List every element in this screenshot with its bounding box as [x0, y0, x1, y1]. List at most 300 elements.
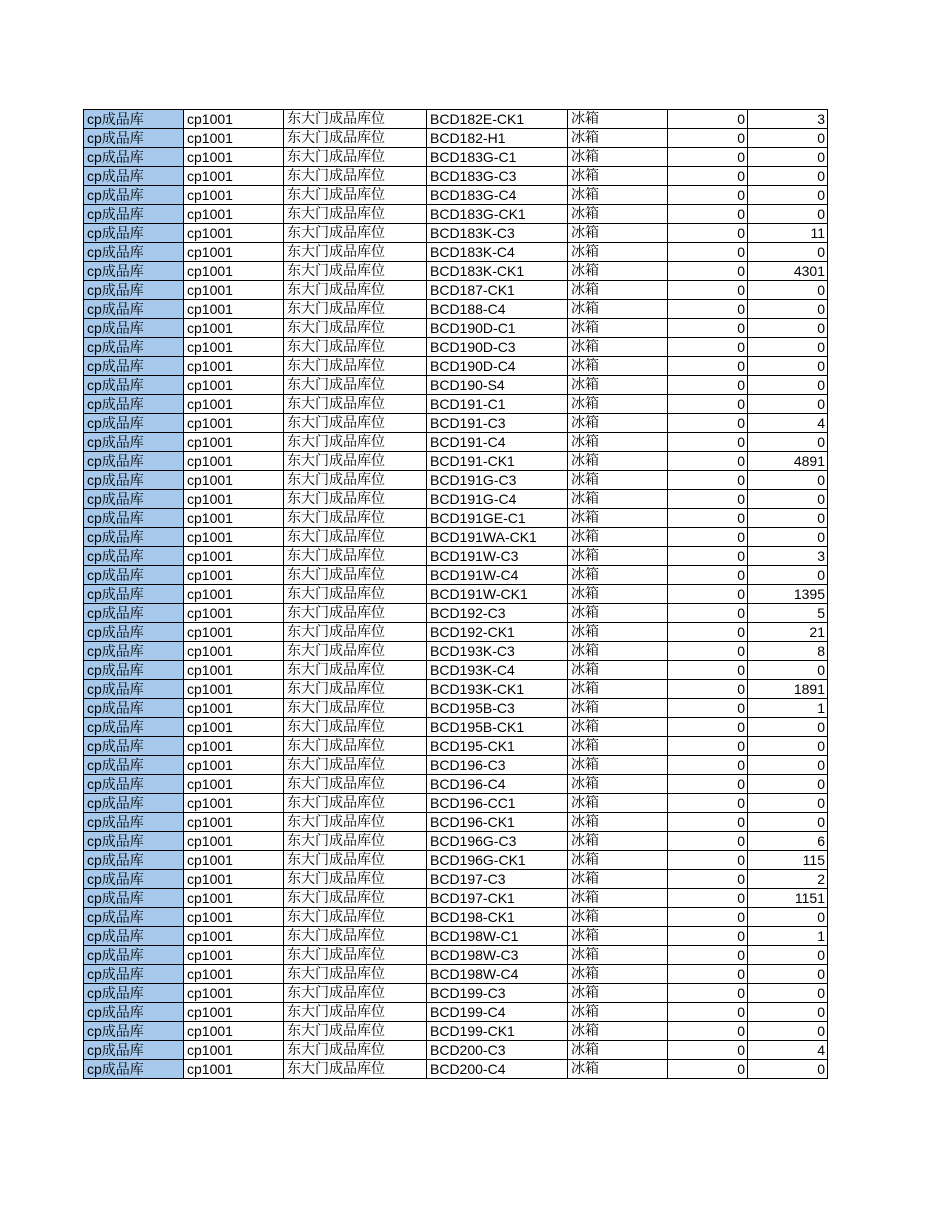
warehouse-cell[interactable]: cp成品库 [84, 1041, 184, 1060]
location-cell[interactable]: 东大门成品库位 [284, 984, 427, 1003]
qty2-cell[interactable]: 0 [748, 1022, 828, 1041]
warehouse-cell[interactable]: cp成品库 [84, 186, 184, 205]
qty2-cell[interactable]: 0 [748, 718, 828, 737]
location-cell[interactable]: 东大门成品库位 [284, 395, 427, 414]
category-cell[interactable]: 冰箱 [568, 357, 668, 376]
location-cell[interactable]: 东大门成品库位 [284, 604, 427, 623]
model-cell[interactable]: BCD190D-C4 [427, 357, 568, 376]
category-cell[interactable]: 冰箱 [568, 414, 668, 433]
warehouse-cell[interactable]: cp成品库 [84, 167, 184, 186]
qty2-cell[interactable]: 1 [748, 927, 828, 946]
qty2-cell[interactable]: 0 [748, 1060, 828, 1079]
warehouse-cell[interactable]: cp成品库 [84, 623, 184, 642]
qty2-cell[interactable]: 0 [748, 357, 828, 376]
category-cell[interactable]: 冰箱 [568, 889, 668, 908]
warehouse-cell[interactable]: cp成品库 [84, 376, 184, 395]
qty2-cell[interactable]: 1891 [748, 680, 828, 699]
code-cell[interactable]: cp1001 [184, 813, 284, 832]
qty1-cell[interactable]: 0 [668, 167, 748, 186]
warehouse-cell[interactable]: cp成品库 [84, 813, 184, 832]
model-cell[interactable]: BCD198W-C1 [427, 927, 568, 946]
model-cell[interactable]: BCD182E-CK1 [427, 110, 568, 129]
qty1-cell[interactable]: 0 [668, 186, 748, 205]
qty2-cell[interactable]: 4 [748, 414, 828, 433]
location-cell[interactable]: 东大门成品库位 [284, 471, 427, 490]
location-cell[interactable]: 东大门成品库位 [284, 585, 427, 604]
model-cell[interactable]: BCD196G-CK1 [427, 851, 568, 870]
code-cell[interactable]: cp1001 [184, 300, 284, 319]
qty1-cell[interactable]: 0 [668, 338, 748, 357]
model-cell[interactable]: BCD183G-C4 [427, 186, 568, 205]
code-cell[interactable]: cp1001 [184, 433, 284, 452]
warehouse-cell[interactable]: cp成品库 [84, 471, 184, 490]
code-cell[interactable]: cp1001 [184, 680, 284, 699]
location-cell[interactable]: 东大门成品库位 [284, 205, 427, 224]
location-cell[interactable]: 东大门成品库位 [284, 642, 427, 661]
warehouse-cell[interactable]: cp成品库 [84, 642, 184, 661]
category-cell[interactable]: 冰箱 [568, 680, 668, 699]
qty2-cell[interactable]: 1395 [748, 585, 828, 604]
qty2-cell[interactable]: 0 [748, 528, 828, 547]
model-cell[interactable]: BCD191W-CK1 [427, 585, 568, 604]
warehouse-cell[interactable]: cp成品库 [84, 661, 184, 680]
qty1-cell[interactable]: 0 [668, 243, 748, 262]
category-cell[interactable]: 冰箱 [568, 433, 668, 452]
location-cell[interactable]: 东大门成品库位 [284, 224, 427, 243]
qty2-cell[interactable]: 0 [748, 984, 828, 1003]
qty1-cell[interactable]: 0 [668, 376, 748, 395]
location-cell[interactable]: 东大门成品库位 [284, 167, 427, 186]
qty2-cell[interactable]: 0 [748, 737, 828, 756]
category-cell[interactable]: 冰箱 [568, 718, 668, 737]
code-cell[interactable]: cp1001 [184, 585, 284, 604]
category-cell[interactable]: 冰箱 [568, 1041, 668, 1060]
warehouse-cell[interactable]: cp成品库 [84, 737, 184, 756]
model-cell[interactable]: BCD193K-C4 [427, 661, 568, 680]
qty1-cell[interactable]: 0 [668, 642, 748, 661]
model-cell[interactable]: BCD192-C3 [427, 604, 568, 623]
location-cell[interactable]: 东大门成品库位 [284, 338, 427, 357]
warehouse-cell[interactable]: cp成品库 [84, 585, 184, 604]
category-cell[interactable]: 冰箱 [568, 243, 668, 262]
category-cell[interactable]: 冰箱 [568, 737, 668, 756]
qty2-cell[interactable]: 2 [748, 870, 828, 889]
qty1-cell[interactable]: 0 [668, 794, 748, 813]
model-cell[interactable]: BCD183G-CK1 [427, 205, 568, 224]
category-cell[interactable]: 冰箱 [568, 699, 668, 718]
category-cell[interactable]: 冰箱 [568, 566, 668, 585]
code-cell[interactable]: cp1001 [184, 376, 284, 395]
qty1-cell[interactable]: 0 [668, 832, 748, 851]
model-cell[interactable]: BCD188-C4 [427, 300, 568, 319]
qty1-cell[interactable]: 0 [668, 851, 748, 870]
qty2-cell[interactable]: 6 [748, 832, 828, 851]
location-cell[interactable]: 东大门成品库位 [284, 1060, 427, 1079]
model-cell[interactable]: BCD198W-C4 [427, 965, 568, 984]
category-cell[interactable]: 冰箱 [568, 870, 668, 889]
warehouse-cell[interactable]: cp成品库 [84, 262, 184, 281]
category-cell[interactable]: 冰箱 [568, 338, 668, 357]
warehouse-cell[interactable]: cp成品库 [84, 566, 184, 585]
qty1-cell[interactable]: 0 [668, 965, 748, 984]
location-cell[interactable]: 东大门成品库位 [284, 946, 427, 965]
model-cell[interactable]: BCD183K-C4 [427, 243, 568, 262]
code-cell[interactable]: cp1001 [184, 870, 284, 889]
location-cell[interactable]: 东大门成品库位 [284, 775, 427, 794]
model-cell[interactable]: BCD191G-C3 [427, 471, 568, 490]
model-cell[interactable]: BCD200-C3 [427, 1041, 568, 1060]
warehouse-cell[interactable]: cp成品库 [84, 794, 184, 813]
qty2-cell[interactable]: 0 [748, 376, 828, 395]
location-cell[interactable]: 东大门成品库位 [284, 376, 427, 395]
location-cell[interactable]: 东大门成品库位 [284, 566, 427, 585]
location-cell[interactable]: 东大门成品库位 [284, 1003, 427, 1022]
model-cell[interactable]: BCD191W-C4 [427, 566, 568, 585]
category-cell[interactable]: 冰箱 [568, 965, 668, 984]
model-cell[interactable]: BCD196-CK1 [427, 813, 568, 832]
model-cell[interactable]: BCD193K-CK1 [427, 680, 568, 699]
location-cell[interactable]: 东大门成品库位 [284, 908, 427, 927]
qty2-cell[interactable]: 1151 [748, 889, 828, 908]
category-cell[interactable]: 冰箱 [568, 585, 668, 604]
warehouse-cell[interactable]: cp成品库 [84, 129, 184, 148]
qty1-cell[interactable]: 0 [668, 433, 748, 452]
qty1-cell[interactable]: 0 [668, 870, 748, 889]
code-cell[interactable]: cp1001 [184, 110, 284, 129]
category-cell[interactable]: 冰箱 [568, 794, 668, 813]
category-cell[interactable]: 冰箱 [568, 661, 668, 680]
qty1-cell[interactable]: 0 [668, 547, 748, 566]
warehouse-cell[interactable]: cp成品库 [84, 490, 184, 509]
category-cell[interactable]: 冰箱 [568, 148, 668, 167]
qty1-cell[interactable]: 0 [668, 946, 748, 965]
category-cell[interactable]: 冰箱 [568, 205, 668, 224]
code-cell[interactable]: cp1001 [184, 756, 284, 775]
qty2-cell[interactable]: 0 [748, 243, 828, 262]
category-cell[interactable]: 冰箱 [568, 395, 668, 414]
qty1-cell[interactable]: 0 [668, 984, 748, 1003]
qty2-cell[interactable]: 8 [748, 642, 828, 661]
code-cell[interactable]: cp1001 [184, 129, 284, 148]
model-cell[interactable]: BCD195B-CK1 [427, 718, 568, 737]
model-cell[interactable]: BCD183K-C3 [427, 224, 568, 243]
code-cell[interactable]: cp1001 [184, 471, 284, 490]
category-cell[interactable]: 冰箱 [568, 1060, 668, 1079]
warehouse-cell[interactable]: cp成品库 [84, 870, 184, 889]
category-cell[interactable]: 冰箱 [568, 946, 668, 965]
category-cell[interactable]: 冰箱 [568, 110, 668, 129]
location-cell[interactable]: 东大门成品库位 [284, 186, 427, 205]
qty1-cell[interactable]: 0 [668, 300, 748, 319]
location-cell[interactable]: 东大门成品库位 [284, 832, 427, 851]
model-cell[interactable]: BCD190-S4 [427, 376, 568, 395]
warehouse-cell[interactable]: cp成品库 [84, 395, 184, 414]
qty1-cell[interactable]: 0 [668, 395, 748, 414]
qty1-cell[interactable]: 0 [668, 775, 748, 794]
category-cell[interactable]: 冰箱 [568, 813, 668, 832]
location-cell[interactable]: 东大门成品库位 [284, 851, 427, 870]
location-cell[interactable]: 东大门成品库位 [284, 319, 427, 338]
qty2-cell[interactable]: 0 [748, 167, 828, 186]
code-cell[interactable]: cp1001 [184, 205, 284, 224]
warehouse-cell[interactable]: cp成品库 [84, 775, 184, 794]
warehouse-cell[interactable]: cp成品库 [84, 851, 184, 870]
model-cell[interactable]: BCD200-C4 [427, 1060, 568, 1079]
qty1-cell[interactable]: 0 [668, 566, 748, 585]
location-cell[interactable]: 东大门成品库位 [284, 927, 427, 946]
qty1-cell[interactable]: 0 [668, 129, 748, 148]
warehouse-cell[interactable]: cp成品库 [84, 984, 184, 1003]
code-cell[interactable]: cp1001 [184, 509, 284, 528]
qty1-cell[interactable]: 0 [668, 452, 748, 471]
model-cell[interactable]: BCD193K-C3 [427, 642, 568, 661]
qty2-cell[interactable]: 0 [748, 813, 828, 832]
category-cell[interactable]: 冰箱 [568, 509, 668, 528]
model-cell[interactable]: BCD183K-CK1 [427, 262, 568, 281]
qty2-cell[interactable]: 3 [748, 547, 828, 566]
warehouse-cell[interactable]: cp成品库 [84, 604, 184, 623]
qty2-cell[interactable]: 0 [748, 661, 828, 680]
qty2-cell[interactable]: 0 [748, 509, 828, 528]
qty2-cell[interactable]: 0 [748, 148, 828, 167]
location-cell[interactable]: 东大门成品库位 [284, 357, 427, 376]
warehouse-cell[interactable]: cp成品库 [84, 832, 184, 851]
qty2-cell[interactable]: 0 [748, 1003, 828, 1022]
model-cell[interactable]: BCD195-CK1 [427, 737, 568, 756]
model-cell[interactable]: BCD191-CK1 [427, 452, 568, 471]
qty2-cell[interactable]: 0 [748, 186, 828, 205]
model-cell[interactable]: BCD191W-C3 [427, 547, 568, 566]
code-cell[interactable]: cp1001 [184, 794, 284, 813]
category-cell[interactable]: 冰箱 [568, 604, 668, 623]
location-cell[interactable]: 东大门成品库位 [284, 718, 427, 737]
qty1-cell[interactable]: 0 [668, 148, 748, 167]
code-cell[interactable]: cp1001 [184, 832, 284, 851]
model-cell[interactable]: BCD191G-C4 [427, 490, 568, 509]
warehouse-cell[interactable]: cp成品库 [84, 319, 184, 338]
warehouse-cell[interactable]: cp成品库 [84, 243, 184, 262]
category-cell[interactable]: 冰箱 [568, 129, 668, 148]
code-cell[interactable]: cp1001 [184, 661, 284, 680]
qty2-cell[interactable]: 0 [748, 300, 828, 319]
qty1-cell[interactable]: 0 [668, 718, 748, 737]
category-cell[interactable]: 冰箱 [568, 224, 668, 243]
qty2-cell[interactable]: 0 [748, 471, 828, 490]
model-cell[interactable]: BCD196G-C3 [427, 832, 568, 851]
qty1-cell[interactable]: 0 [668, 528, 748, 547]
warehouse-cell[interactable]: cp成品库 [84, 718, 184, 737]
category-cell[interactable]: 冰箱 [568, 186, 668, 205]
qty1-cell[interactable]: 0 [668, 604, 748, 623]
code-cell[interactable]: cp1001 [184, 528, 284, 547]
code-cell[interactable]: cp1001 [184, 1022, 284, 1041]
qty2-cell[interactable]: 3 [748, 110, 828, 129]
category-cell[interactable]: 冰箱 [568, 756, 668, 775]
qty2-cell[interactable]: 0 [748, 281, 828, 300]
qty1-cell[interactable]: 0 [668, 471, 748, 490]
warehouse-cell[interactable]: cp成品库 [84, 965, 184, 984]
category-cell[interactable]: 冰箱 [568, 1003, 668, 1022]
warehouse-cell[interactable]: cp成品库 [84, 680, 184, 699]
category-cell[interactable]: 冰箱 [568, 775, 668, 794]
model-cell[interactable]: BCD196-C4 [427, 775, 568, 794]
qty2-cell[interactable]: 0 [748, 490, 828, 509]
category-cell[interactable]: 冰箱 [568, 528, 668, 547]
model-cell[interactable]: BCD191GE-C1 [427, 509, 568, 528]
model-cell[interactable]: BCD199-CK1 [427, 1022, 568, 1041]
qty2-cell[interactable]: 0 [748, 395, 828, 414]
qty2-cell[interactable]: 115 [748, 851, 828, 870]
model-cell[interactable]: BCD197-CK1 [427, 889, 568, 908]
qty1-cell[interactable]: 0 [668, 1003, 748, 1022]
qty2-cell[interactable]: 21 [748, 623, 828, 642]
model-cell[interactable]: BCD190D-C1 [427, 319, 568, 338]
warehouse-cell[interactable]: cp成品库 [84, 699, 184, 718]
location-cell[interactable]: 东大门成品库位 [284, 148, 427, 167]
category-cell[interactable]: 冰箱 [568, 984, 668, 1003]
model-cell[interactable]: BCD199-C4 [427, 1003, 568, 1022]
code-cell[interactable]: cp1001 [184, 262, 284, 281]
category-cell[interactable]: 冰箱 [568, 1022, 668, 1041]
qty1-cell[interactable]: 0 [668, 262, 748, 281]
code-cell[interactable]: cp1001 [184, 490, 284, 509]
category-cell[interactable]: 冰箱 [568, 832, 668, 851]
model-cell[interactable]: BCD187-CK1 [427, 281, 568, 300]
warehouse-cell[interactable]: cp成品库 [84, 946, 184, 965]
model-cell[interactable]: BCD191-C4 [427, 433, 568, 452]
location-cell[interactable]: 东大门成品库位 [284, 110, 427, 129]
code-cell[interactable]: cp1001 [184, 851, 284, 870]
code-cell[interactable]: cp1001 [184, 775, 284, 794]
location-cell[interactable]: 东大门成品库位 [284, 965, 427, 984]
location-cell[interactable]: 东大门成品库位 [284, 433, 427, 452]
qty1-cell[interactable]: 0 [668, 205, 748, 224]
code-cell[interactable]: cp1001 [184, 965, 284, 984]
model-cell[interactable]: BCD183G-C1 [427, 148, 568, 167]
location-cell[interactable]: 东大门成品库位 [284, 490, 427, 509]
model-cell[interactable]: BCD198W-C3 [427, 946, 568, 965]
code-cell[interactable]: cp1001 [184, 1041, 284, 1060]
qty1-cell[interactable]: 0 [668, 737, 748, 756]
warehouse-cell[interactable]: cp成品库 [84, 547, 184, 566]
warehouse-cell[interactable]: cp成品库 [84, 452, 184, 471]
qty2-cell[interactable]: 0 [748, 775, 828, 794]
warehouse-cell[interactable]: cp成品库 [84, 908, 184, 927]
warehouse-cell[interactable]: cp成品库 [84, 357, 184, 376]
location-cell[interactable]: 东大门成品库位 [284, 699, 427, 718]
qty2-cell[interactable]: 0 [748, 319, 828, 338]
qty2-cell[interactable]: 11 [748, 224, 828, 243]
qty1-cell[interactable]: 0 [668, 357, 748, 376]
qty2-cell[interactable]: 0 [748, 965, 828, 984]
location-cell[interactable]: 东大门成品库位 [284, 680, 427, 699]
location-cell[interactable]: 东大门成品库位 [284, 1041, 427, 1060]
qty2-cell[interactable]: 4301 [748, 262, 828, 281]
location-cell[interactable]: 东大门成品库位 [284, 414, 427, 433]
code-cell[interactable]: cp1001 [184, 167, 284, 186]
model-cell[interactable]: BCD191WA-CK1 [427, 528, 568, 547]
code-cell[interactable]: cp1001 [184, 281, 284, 300]
model-cell[interactable]: BCD182-H1 [427, 129, 568, 148]
location-cell[interactable]: 东大门成品库位 [284, 262, 427, 281]
qty1-cell[interactable]: 0 [668, 927, 748, 946]
model-cell[interactable]: BCD196-C3 [427, 756, 568, 775]
location-cell[interactable]: 东大门成品库位 [284, 794, 427, 813]
location-cell[interactable]: 东大门成品库位 [284, 870, 427, 889]
code-cell[interactable]: cp1001 [184, 395, 284, 414]
code-cell[interactable]: cp1001 [184, 338, 284, 357]
model-cell[interactable]: BCD183G-C3 [427, 167, 568, 186]
warehouse-cell[interactable]: cp成品库 [84, 414, 184, 433]
qty1-cell[interactable]: 0 [668, 908, 748, 927]
location-cell[interactable]: 东大门成品库位 [284, 452, 427, 471]
code-cell[interactable]: cp1001 [184, 946, 284, 965]
location-cell[interactable]: 东大门成品库位 [284, 661, 427, 680]
location-cell[interactable]: 东大门成品库位 [284, 528, 427, 547]
code-cell[interactable]: cp1001 [184, 566, 284, 585]
category-cell[interactable]: 冰箱 [568, 300, 668, 319]
qty1-cell[interactable]: 0 [668, 319, 748, 338]
warehouse-cell[interactable]: cp成品库 [84, 1060, 184, 1079]
warehouse-cell[interactable]: cp成品库 [84, 433, 184, 452]
model-cell[interactable]: BCD198-CK1 [427, 908, 568, 927]
model-cell[interactable]: BCD191-C3 [427, 414, 568, 433]
qty2-cell[interactable]: 0 [748, 433, 828, 452]
code-cell[interactable]: cp1001 [184, 623, 284, 642]
warehouse-cell[interactable]: cp成品库 [84, 338, 184, 357]
code-cell[interactable]: cp1001 [184, 737, 284, 756]
qty2-cell[interactable]: 0 [748, 566, 828, 585]
qty1-cell[interactable]: 0 [668, 110, 748, 129]
location-cell[interactable]: 东大门成品库位 [284, 623, 427, 642]
code-cell[interactable]: cp1001 [184, 718, 284, 737]
code-cell[interactable]: cp1001 [184, 642, 284, 661]
qty1-cell[interactable]: 0 [668, 680, 748, 699]
location-cell[interactable]: 东大门成品库位 [284, 243, 427, 262]
qty2-cell[interactable]: 0 [748, 338, 828, 357]
qty1-cell[interactable]: 0 [668, 813, 748, 832]
warehouse-cell[interactable]: cp成品库 [84, 110, 184, 129]
warehouse-cell[interactable]: cp成品库 [84, 528, 184, 547]
location-cell[interactable]: 东大门成品库位 [284, 300, 427, 319]
code-cell[interactable]: cp1001 [184, 984, 284, 1003]
category-cell[interactable]: 冰箱 [568, 642, 668, 661]
warehouse-cell[interactable]: cp成品库 [84, 756, 184, 775]
qty1-cell[interactable]: 0 [668, 756, 748, 775]
warehouse-cell[interactable]: cp成品库 [84, 224, 184, 243]
warehouse-cell[interactable]: cp成品库 [84, 281, 184, 300]
qty1-cell[interactable]: 0 [668, 585, 748, 604]
qty2-cell[interactable]: 4891 [748, 452, 828, 471]
category-cell[interactable]: 冰箱 [568, 452, 668, 471]
model-cell[interactable]: BCD191-C1 [427, 395, 568, 414]
model-cell[interactable]: BCD190D-C3 [427, 338, 568, 357]
category-cell[interactable]: 冰箱 [568, 471, 668, 490]
qty1-cell[interactable]: 0 [668, 699, 748, 718]
code-cell[interactable]: cp1001 [184, 889, 284, 908]
warehouse-cell[interactable]: cp成品库 [84, 148, 184, 167]
warehouse-cell[interactable]: cp成品库 [84, 1022, 184, 1041]
qty1-cell[interactable]: 0 [668, 1022, 748, 1041]
qty1-cell[interactable]: 0 [668, 490, 748, 509]
category-cell[interactable]: 冰箱 [568, 490, 668, 509]
category-cell[interactable]: 冰箱 [568, 281, 668, 300]
category-cell[interactable]: 冰箱 [568, 262, 668, 281]
code-cell[interactable]: cp1001 [184, 547, 284, 566]
warehouse-cell[interactable]: cp成品库 [84, 300, 184, 319]
code-cell[interactable]: cp1001 [184, 452, 284, 471]
code-cell[interactable]: cp1001 [184, 927, 284, 946]
